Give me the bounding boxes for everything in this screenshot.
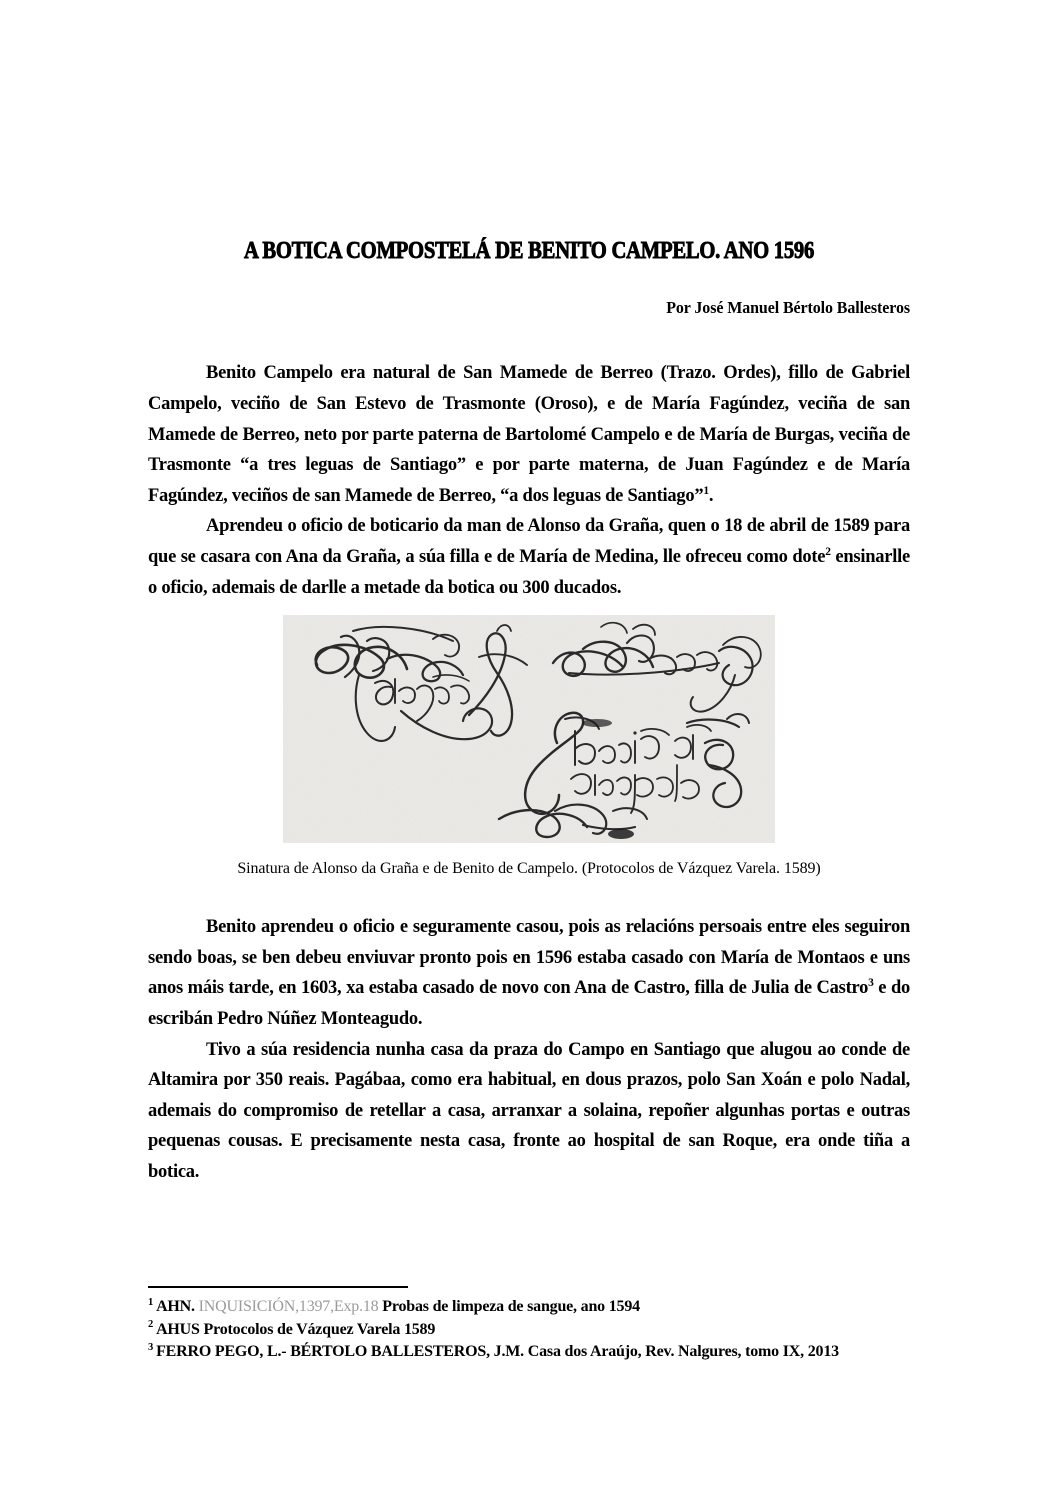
footnote-1-marker: 1 [148, 1296, 154, 1308]
footnote-3-marker: 3 [148, 1341, 154, 1353]
footnote-ref-3[interactable]: 3 [868, 977, 874, 990]
footnote-separator [148, 1286, 408, 1288]
paragraph-2-text-a: Aprendeu o oficio de boticario da man de Alonso da Graña, quen o 18 de abril de 1589 para que se casara con Ana da Graña, a súa filla e de María de Medina, lle ofreceu como dote [148, 516, 910, 567]
paragraph-2 [148, 511, 910, 603]
body-text-block [148, 318, 910, 603]
paragraph-4: Tivo a súa residencia nunha casa da praza do Campo en Santiago que alugou ao conde de Altamira por 350 reais. Pagábaa, como era habitual, en dous prazos, polo San Xoán e polo Nadal, ademais do compromiso de retellar a casa, arranxar a solaina, repoñer algunhas portas e outras pequenas cousas. E precisamente nesta casa, fronte ao hospital de san Roque, era onde tiña a botica. [148, 1039, 910, 1182]
footnote-2-text: AHUS Protocolos de Vázquez Varela 1589 [156, 1320, 436, 1338]
signature-scan-image [283, 615, 775, 843]
footnote-2 [148, 1319, 938, 1342]
paragraph-2-text-b: ensinarlle o oficio, ademais de darlle a metade da botica ou 300 ducados. [148, 546, 910, 598]
paragraph-1-text: Benito Campelo era natural de San Mamede de Berreo (Trazo. Ordes), fillo de Gabriel Campelo, veciño de San Estevo de Trasmonte (Oroso), e de María Fagúndez, veciña de san Mamede de Berreo, neto por parte paterna de Bartolomé Campelo e de María de Burgas, veciña de Trasmonte “a tres leguas de Santiago” e por parte materna, de Juan Fagúndez e de María Fagúndez, veciños de san Mamede de Berreo, “a dos leguas de Santiago” [148, 363, 910, 506]
paragraph-1 [148, 358, 910, 511]
paragraph-3 [148, 912, 910, 1034]
figure-caption: Sinatura de Alonso da Graña e de Benito de Campelo. (Protocolos de Vázquez Varela. 1589) [237, 860, 821, 878]
page-content [148, 0, 910, 1187]
signature-figure [148, 603, 910, 878]
footnote-3 [148, 1341, 938, 1364]
footnote-1-text-before: AHN. [156, 1298, 199, 1315]
paragraph-1-tail: . [708, 485, 714, 506]
author-byline: Por José Manuel Bértolo Ballesteros [666, 298, 910, 318]
footnote-ref-1[interactable]: 1 [703, 484, 709, 497]
footnote-2-marker: 2 [148, 1319, 154, 1331]
footnote-1-text-after: Probas de limpeza de sangue, ano 1594 [378, 1298, 640, 1315]
footnotes-section [148, 1286, 938, 1364]
footnote-ref-2[interactable]: 2 [825, 545, 831, 558]
footnote-1-reference-code: INQUISICIÓN,1397,Exp.18 [198, 1298, 379, 1315]
footnote-1 [148, 1296, 938, 1319]
footnote-3-text: FERRO PEGO, L.- BÉRTOLO BALLESTEROS, J.M. Casa dos Araújo, Rev. Nalgures, tomo IX, 2013 [156, 1343, 839, 1360]
body-text-block-2 [148, 878, 910, 1187]
paragraph-3-text-a: Benito aprendeu o oficio e seguramente casou, pois as relacións persoais entre eles seguiron sendo boas, se ben debeu enviuvar pronto pois en 1596 estaba casado con María de Montaos e uns anos máis tarde, en 1603, xa estaba casado de novo con Ana de Castro, filla de Julia de Castro [148, 917, 910, 999]
page-title: A BOTICA COMPOSTELÁ DE BENITO CAMPELO. ANO 1596 [243, 238, 815, 264]
paragraph-3-text-b: e do escribán Pedro Núñez Monteagudo. [148, 978, 911, 1029]
